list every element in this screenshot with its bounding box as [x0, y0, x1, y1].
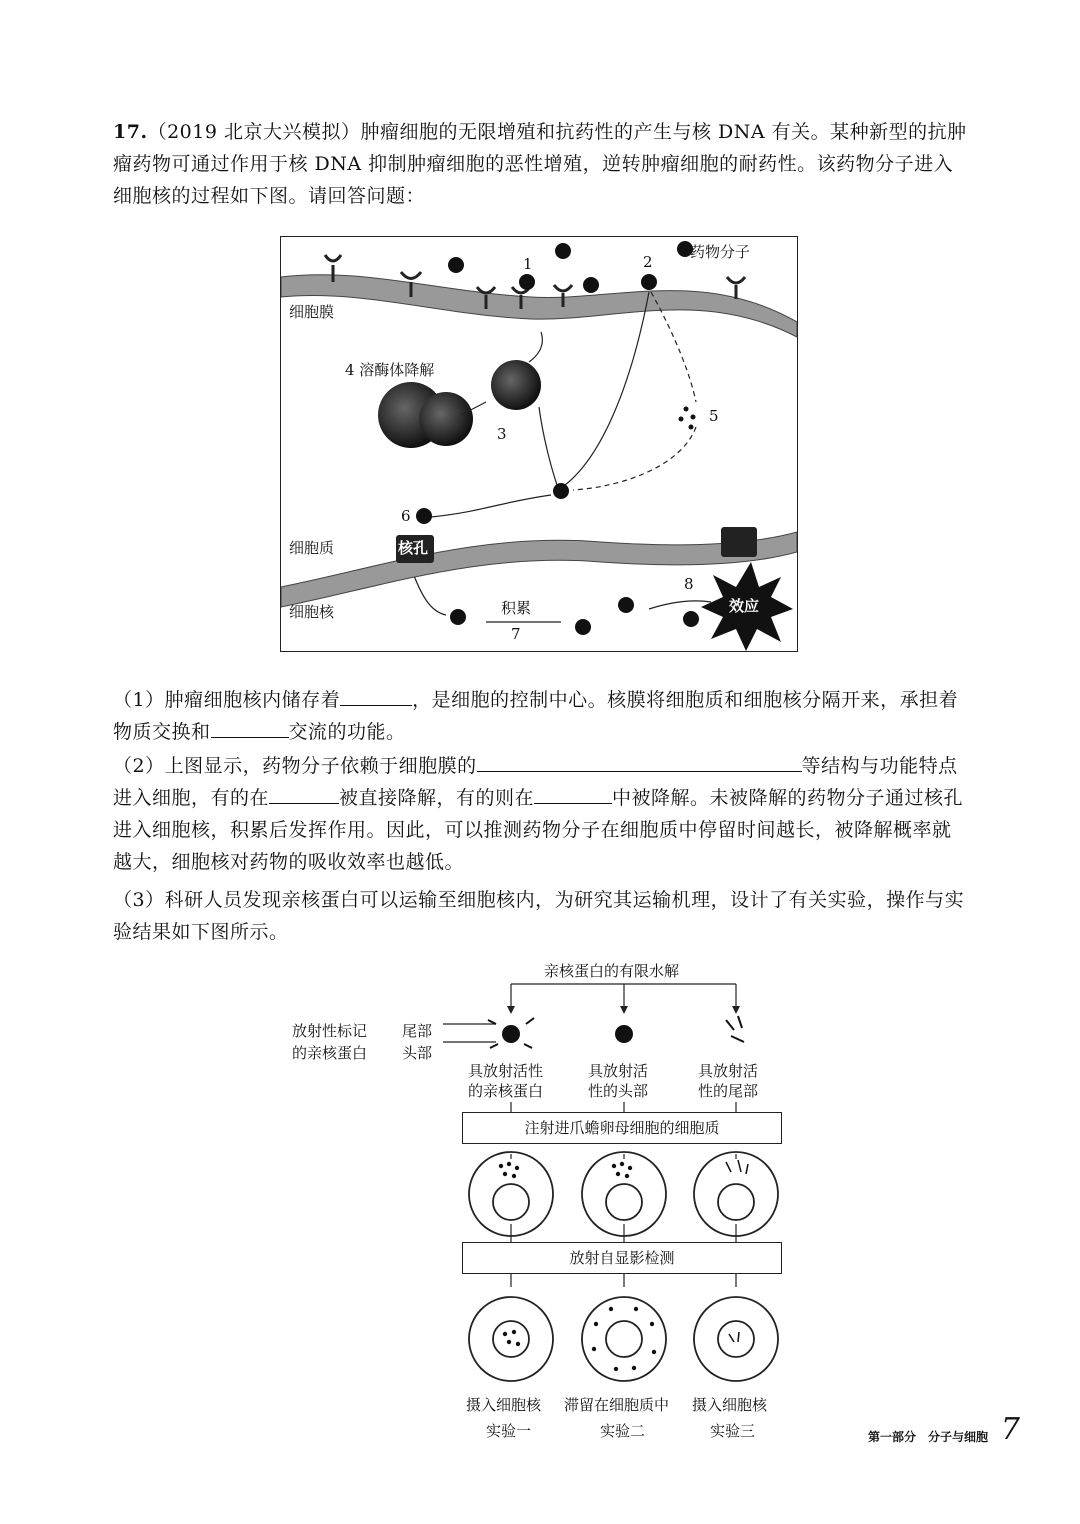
col2-caption-2: 性的头部 — [588, 1082, 649, 1100]
experiment-2-label: 实验二 — [600, 1422, 646, 1440]
membrane-label: 细胞膜 — [289, 303, 335, 321]
nucleus-label: 细胞核 — [289, 603, 335, 621]
experiment-3-label: 实验三 — [710, 1422, 756, 1440]
tail-label: 尾部 — [402, 1022, 433, 1040]
footer-section: 第一部分 分子与细胞 — [867, 1430, 988, 1444]
marker-8: 8 — [684, 575, 694, 593]
col3-caption-2: 性的尾部 — [698, 1082, 759, 1100]
sub-question-3 — [113, 884, 968, 948]
col1-caption-2: 的亲核蛋白 — [468, 1082, 544, 1100]
detect-step-box: 放射自显影检测 — [462, 1242, 782, 1274]
question-intro-text: （2019 北京大兴模拟）肿瘤细胞的无限增殖和抗药性的产生与核 DNA 有关。某种新型的抗肿瘤药物可通过作用于核 DNA 抑制肿瘤细胞的恶性增殖，逆转肿瘤细胞的耐药性。该药物分子进入细胞核的过程如下图。请回答问题： — [113, 121, 967, 207]
q3-text: （3）科研人员发现亲核蛋白可以运输至细胞核内，为研究其运输机理，设计了有关实验，操作与实验结果如下图所示。 — [113, 889, 965, 943]
marker-6: 6 — [401, 507, 411, 525]
col2-caption-1: 具放射活 — [588, 1062, 649, 1080]
figure-drug-entry — [280, 236, 798, 652]
accumulate-label: 积累 — [501, 599, 532, 617]
answer-blank-2[interactable] — [211, 717, 289, 738]
marker-7: 7 — [511, 625, 521, 643]
result-1: 摄入细胞核 — [466, 1396, 542, 1414]
col3-caption-1: 具放射活 — [698, 1062, 759, 1080]
answer-blank-3[interactable] — [477, 751, 802, 772]
pathway-arrows — [409, 292, 711, 622]
marker-3: 3 — [497, 425, 507, 443]
result-3: 摄入细胞核 — [692, 1396, 768, 1414]
lysosome-label: 4 溶酶体降解 — [345, 361, 435, 379]
nuclear-envelope-band — [281, 532, 797, 607]
q1-text-a: （1）肿瘤细胞核内储存着 — [113, 689, 341, 711]
labeled-protein-line1: 放射性标记 — [292, 1022, 368, 1040]
figure-drug-entry-drawing — [281, 237, 797, 651]
hydrolysis-label: 亲核蛋白的有限水解 — [544, 962, 680, 980]
q1-text-c: 交流的功能。 — [288, 721, 406, 743]
q2-text-a: （2）上图显示，药物分子依赖于细胞膜的 — [113, 755, 477, 777]
marker-5: 5 — [709, 407, 719, 425]
labeled-protein-line2: 的亲核蛋白 — [292, 1044, 368, 1062]
sub-question-2 — [113, 750, 968, 878]
head-label: 头部 — [402, 1044, 433, 1062]
question-17-intro — [113, 116, 968, 212]
q2-text-c: 被直接降解，有的则在 — [339, 787, 535, 809]
q2-text-b: 等结构与功能特点进入细胞，有的在 — [113, 755, 958, 809]
effect-label: 效应 — [729, 597, 760, 615]
marker-2: 2 — [643, 253, 653, 271]
q2-text-d: 中被降解。未被降解的药物分子通过核孔进入细胞核，积累后发挥作用。因此，可以推测药物分子在细胞质中停留时间越长，被降解概率就越大，细胞核对药物的吸收效率也越低。 — [113, 787, 964, 873]
question-number: 17. — [113, 121, 148, 143]
page-number: 7 — [1000, 1412, 1020, 1447]
pore-label: 核孔 — [398, 539, 429, 557]
marker-1: 1 — [523, 255, 533, 273]
result-2: 滞留在细胞质中 — [564, 1396, 670, 1414]
q1-text-b: ，是细胞的控制中心。核膜将细胞质和细胞核分隔开来，承担着物质交换和 — [113, 689, 959, 743]
drug-legend-label: 药物分子 — [690, 243, 751, 261]
experiment-1-label: 实验一 — [486, 1422, 532, 1440]
answer-blank-1[interactable] — [340, 685, 412, 706]
cytoplasm-label: 细胞质 — [289, 539, 335, 557]
answer-blank-5[interactable] — [534, 783, 612, 804]
protein-icons — [488, 1016, 744, 1048]
sub-question-1 — [113, 684, 968, 748]
cell-membrane-band — [281, 275, 797, 337]
answer-blank-4[interactable] — [269, 783, 339, 804]
col1-caption-1: 具放射活性 — [468, 1062, 544, 1080]
inject-step-box: 注射进爪蟾卵母细胞的细胞质 — [462, 1112, 782, 1144]
figure-nuclear-protein-experiment — [286, 954, 806, 1444]
